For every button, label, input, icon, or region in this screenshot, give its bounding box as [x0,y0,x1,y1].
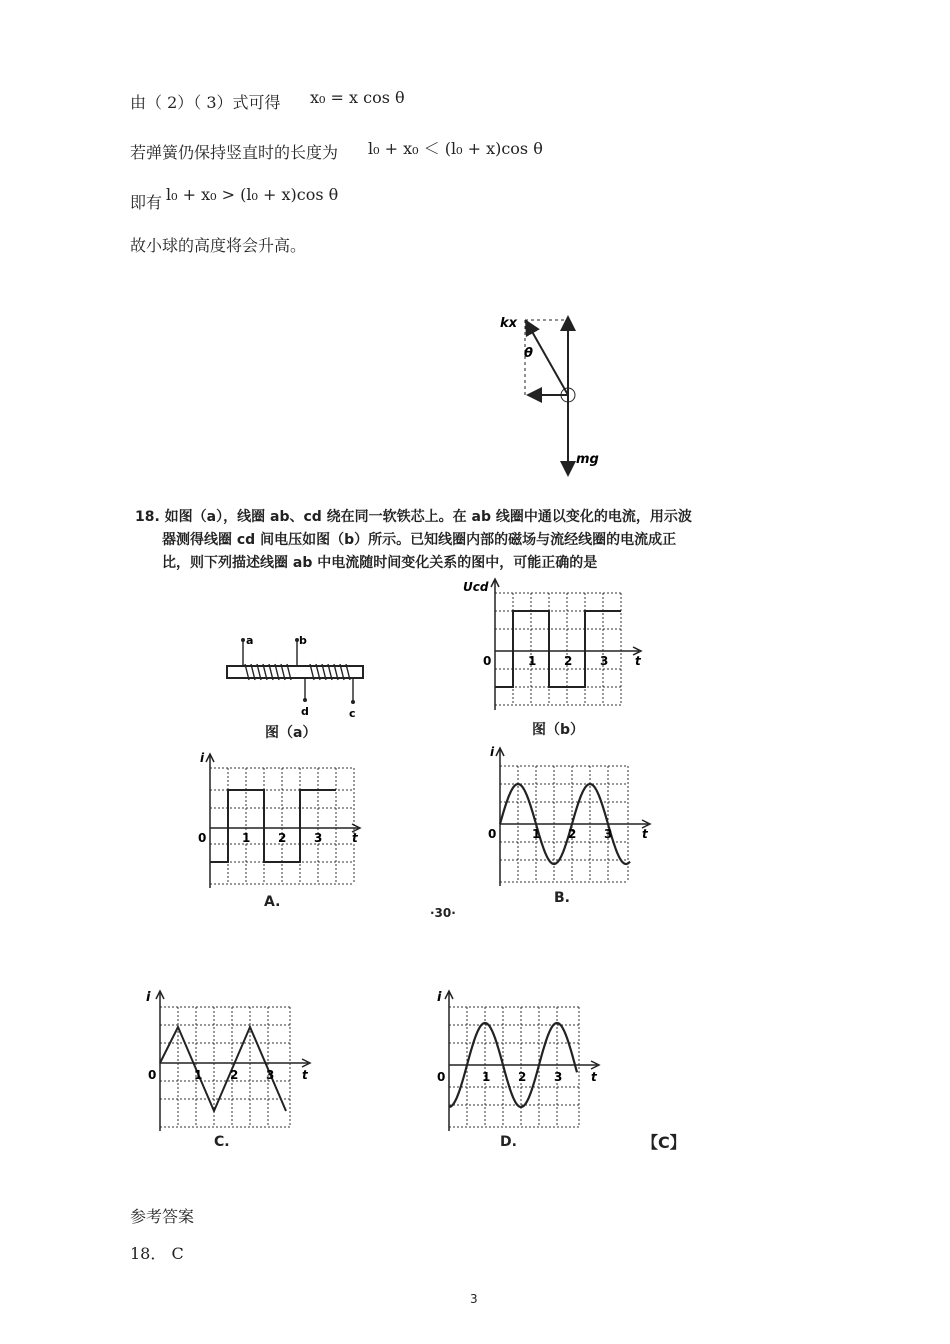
eq3-expression: l₀ + x₀ > (l₀ + x)cos θ [166,185,339,204]
option-b-tick-3: 3 [604,827,613,841]
figure-b-caption: 图（b） [532,722,585,738]
eq3-label: 即有 [130,193,163,212]
tick-1: 1 [528,654,537,668]
option-a-tick-2: 2 [278,831,287,845]
option-c-t-label: t [302,1068,308,1082]
option-d-graph [425,985,610,1135]
option-a-caption: A. [264,894,281,910]
terminal-d: d [301,705,309,718]
option-d-tick-0: 0 [437,1070,446,1084]
option-b-caption: B. [554,890,570,906]
option-d-tick-2: 2 [518,1070,527,1084]
option-a-t-label: t [352,831,358,845]
terminal-b: b [299,634,307,647]
option-c-i-label: i [146,990,151,1005]
option-b-i-label: i [490,745,495,759]
ucd-axis-label: Ucd [463,580,489,594]
option-c-caption: C. [214,1134,230,1150]
option-a-i-label: i [200,751,205,765]
option-b-graph [480,742,655,892]
option-b-tick-2: 2 [568,827,577,841]
page-number: 3 [470,1292,478,1306]
option-c-tick-0: 0 [148,1068,157,1082]
option-c-tick-2: 2 [230,1068,239,1082]
eq1-expression: x₀ = x cos θ [310,88,405,107]
eq2-expression: l₀ + x₀ ＜ (l₀ + x)cos θ [368,139,543,158]
option-d-i-label: i [437,990,442,1005]
conclusion-text: 故小球的高度将会升高。 [130,236,307,255]
option-d-t-label: t [591,1070,597,1084]
q18-line2: 器测得线圈 cd 间电压如图（b）所示。已知线圈内部的磁场与流经线圈的电流成正 [162,532,677,548]
eq1-label: 由（ 2）（ 3）式可得 [130,93,281,112]
eq2-label: 若弹簧仍保持竖直时的长度为 [130,143,339,162]
option-b-t-label: t [642,827,648,841]
option-c-tick-1: 1 [194,1068,203,1082]
theta-label: θ [524,346,533,361]
answer-line: 18． C [130,1244,184,1263]
figure-a-caption: 图（a） [265,725,317,741]
page-code: ·30· [430,906,456,920]
force-diagram [490,305,620,485]
t-axis-label: t [635,654,641,668]
figure-b-ucd-graph [455,575,645,720]
tick-3: 3 [600,654,609,668]
ucd-square-wave [495,611,621,687]
answer-heading: 参考答案 [130,1207,195,1226]
terminal-c: c [349,707,356,720]
figure-a-coil [215,630,375,725]
option-c-graph [140,985,315,1135]
option-a-square-wave [210,790,336,862]
tick-2: 2 [564,654,573,668]
option-c-tick-3: 3 [266,1068,275,1082]
option-b-tick-0: 0 [488,827,497,841]
q18-line3: 比，则下列描述线圈 ab 中电流随时间变化关系的图中，可能正确的是 [162,555,598,571]
tick-0: 0 [483,654,492,668]
option-d-tick-3: 3 [554,1070,563,1084]
answer-mark: 【C】 [642,1133,686,1152]
option-b-tick-1: 1 [532,827,541,841]
option-d-caption: D. [500,1134,517,1150]
option-a-tick-0: 0 [198,831,207,845]
mg-label: mg [576,452,599,467]
kx-label: kx [500,316,518,331]
terminal-a: a [246,634,254,647]
option-a-tick-3: 3 [314,831,323,845]
option-a-tick-1: 1 [242,831,251,845]
option-a-graph [190,748,365,893]
option-d-tick-1: 1 [482,1070,491,1084]
q18-line1: 18. 如图（a），线圈 ab、cd 绕在同一软铁芯上。在 ab 线圈中通以变化的电流，用示波 [135,509,692,525]
